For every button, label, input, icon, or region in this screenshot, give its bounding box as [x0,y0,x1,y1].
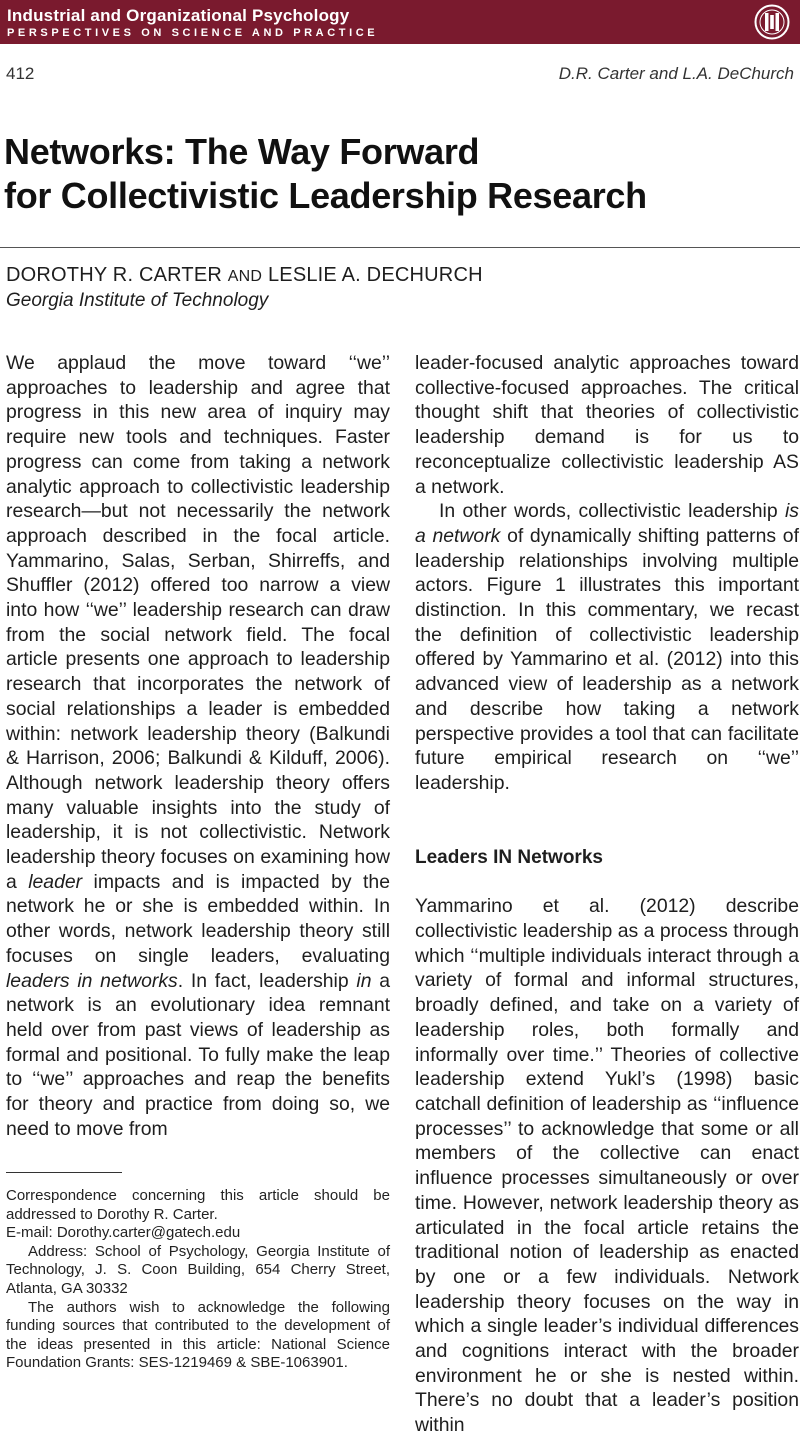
affiliation: Georgia Institute of Technology [6,290,269,311]
title-line-1: Networks: The Way Forward [4,131,480,172]
author-2: LESLIE A. DECHURCH [267,264,483,286]
text-run: In other words, collectivistic leadership [439,500,785,523]
footnote-correspondence: Correspondence concerning this article should be addressed to Dorothy R. Carter. [6,1187,390,1223]
body-paragraph: leader-focused analytic approaches toward collective-focused approaches. The critical thought shift that theories of collectivistic leadership demand is for us to reconceptualize collectivistic leadership AS a network. [415,352,799,498]
body-paragraph: Yammarino et al. (2012) describe collectivistic leadership as a process through which ‘‘multiple individuals interact through a variety of formal and informal structures, broadly defined, and take on a variety of leadership roles, both formally and informally over time.’’ Theories of collective leadership extend Yukl’s (1998) basic catchall definition of leadership as ‘‘influence processes’’ to acknowledge that some or all members of the collective can enact influence processes simultaneously or over time. However, network leadership theory as articulated in the focal article retains the traditional notion of leadership as enacted by one or a few individuals. Network leadership theory focuses on the way in which a single leader’s individual differences and cognitions interact with the broader environment he or she is nested within. There’s no doubt that a leader’s position within [415,895,799,1437]
emphasis: leaders in networks [6,969,178,992]
title-line-2: for Collectivistic Leadership Research [4,175,647,216]
author-1: DOROTHY R. CARTER [6,264,223,286]
section-heading: Leaders IN Networks [415,846,603,868]
right-column [415,351,799,1438]
running-head-authors: D.R. Carter and L.A. DeChurch [558,64,794,83]
text-run: of dynamically shifting patterns of leadership relationships involving multiple actors. Figure 1 illustrates this important distinction. In this commentary, we recast the definition of collectivistic leadership offered by Yammarino et al. (2012) into this advanced view of leadership as a network and describe how taking a network perspective provides a tool that can facilitate future empirical research on ‘‘we’’ leadership. [415,524,799,794]
footnote-email: E-mail: Dorothy.carter@gatech.edu [6,1224,241,1242]
text-run: We applaud the move toward ‘‘we’’ approaches to leadership and agree that progress in this new area of inquiry may require new tools and techniques. Faster progress can come from taking a network analytic approach to collectivistic leadership research—but not necessarily the network approach described in the focal article. Yammarino, Salas, Serban, Shirreffs, and Shuffler (2012) offered too narrow a view into how ‘‘we’’ leadership research can draw from the social network field. The focal article presents one approach to leadership research that incorporates the network of social relationships a leader is embedded within: network leadership theory (Balkundi & Harrison, 2006; Balkundi & Kilduff, 2006). Although network leadership theory offers many valuable insights into the study of leadership, it is not collectivistic. Network leadership theory focuses on examining how a [6,352,390,893]
left-column [6,351,390,1142]
footnote-divider [6,1172,122,1173]
body-paragraph [415,499,799,795]
footnote-funding: The authors wish to acknowledge the following funding sources that contributed to the development of the ideas presented in this article: National Science Foundation Grants: SES-1219469 & SBE-1063901. [6,1298,390,1372]
journal-banner [0,0,800,44]
emphasis: is a network [415,500,799,547]
author-line [6,264,483,287]
body-paragraph [6,351,390,1142]
text-run: a network is an evolutionary idea remnant held over from past views of leadership as formal and positional. To fully make the leap to ‘‘we’’ approaches and reap the benefits for theory and practice from doing so, we need to move from [6,969,391,1140]
text-run: . In fact, leadership [177,969,357,992]
journal-title: Industrial and Organizational Psychology [7,6,350,25]
footnote [6,1187,390,1373]
footnote-address: Address: School of Psychology, Georgia Institute of Technology, J. S. Coon Building, 654 Cherry Street, Atlanta, GA 30332 [6,1242,390,1297]
society-seal-icon [754,4,790,40]
journal-subtitle: PERSPECTIVES ON SCIENCE AND PRACTICE [7,27,379,39]
title-divider [0,247,800,248]
emphasis: in [356,969,372,992]
text-run: impacts and is impacted by the network he or she is embedded within. In other words, network leadership theory still focuses on single leaders, evaluating [6,870,390,967]
article-title [4,130,647,218]
page-number: 412 [6,64,35,83]
author-conjunction: AND [227,268,263,285]
emphasis: leader [28,870,83,893]
